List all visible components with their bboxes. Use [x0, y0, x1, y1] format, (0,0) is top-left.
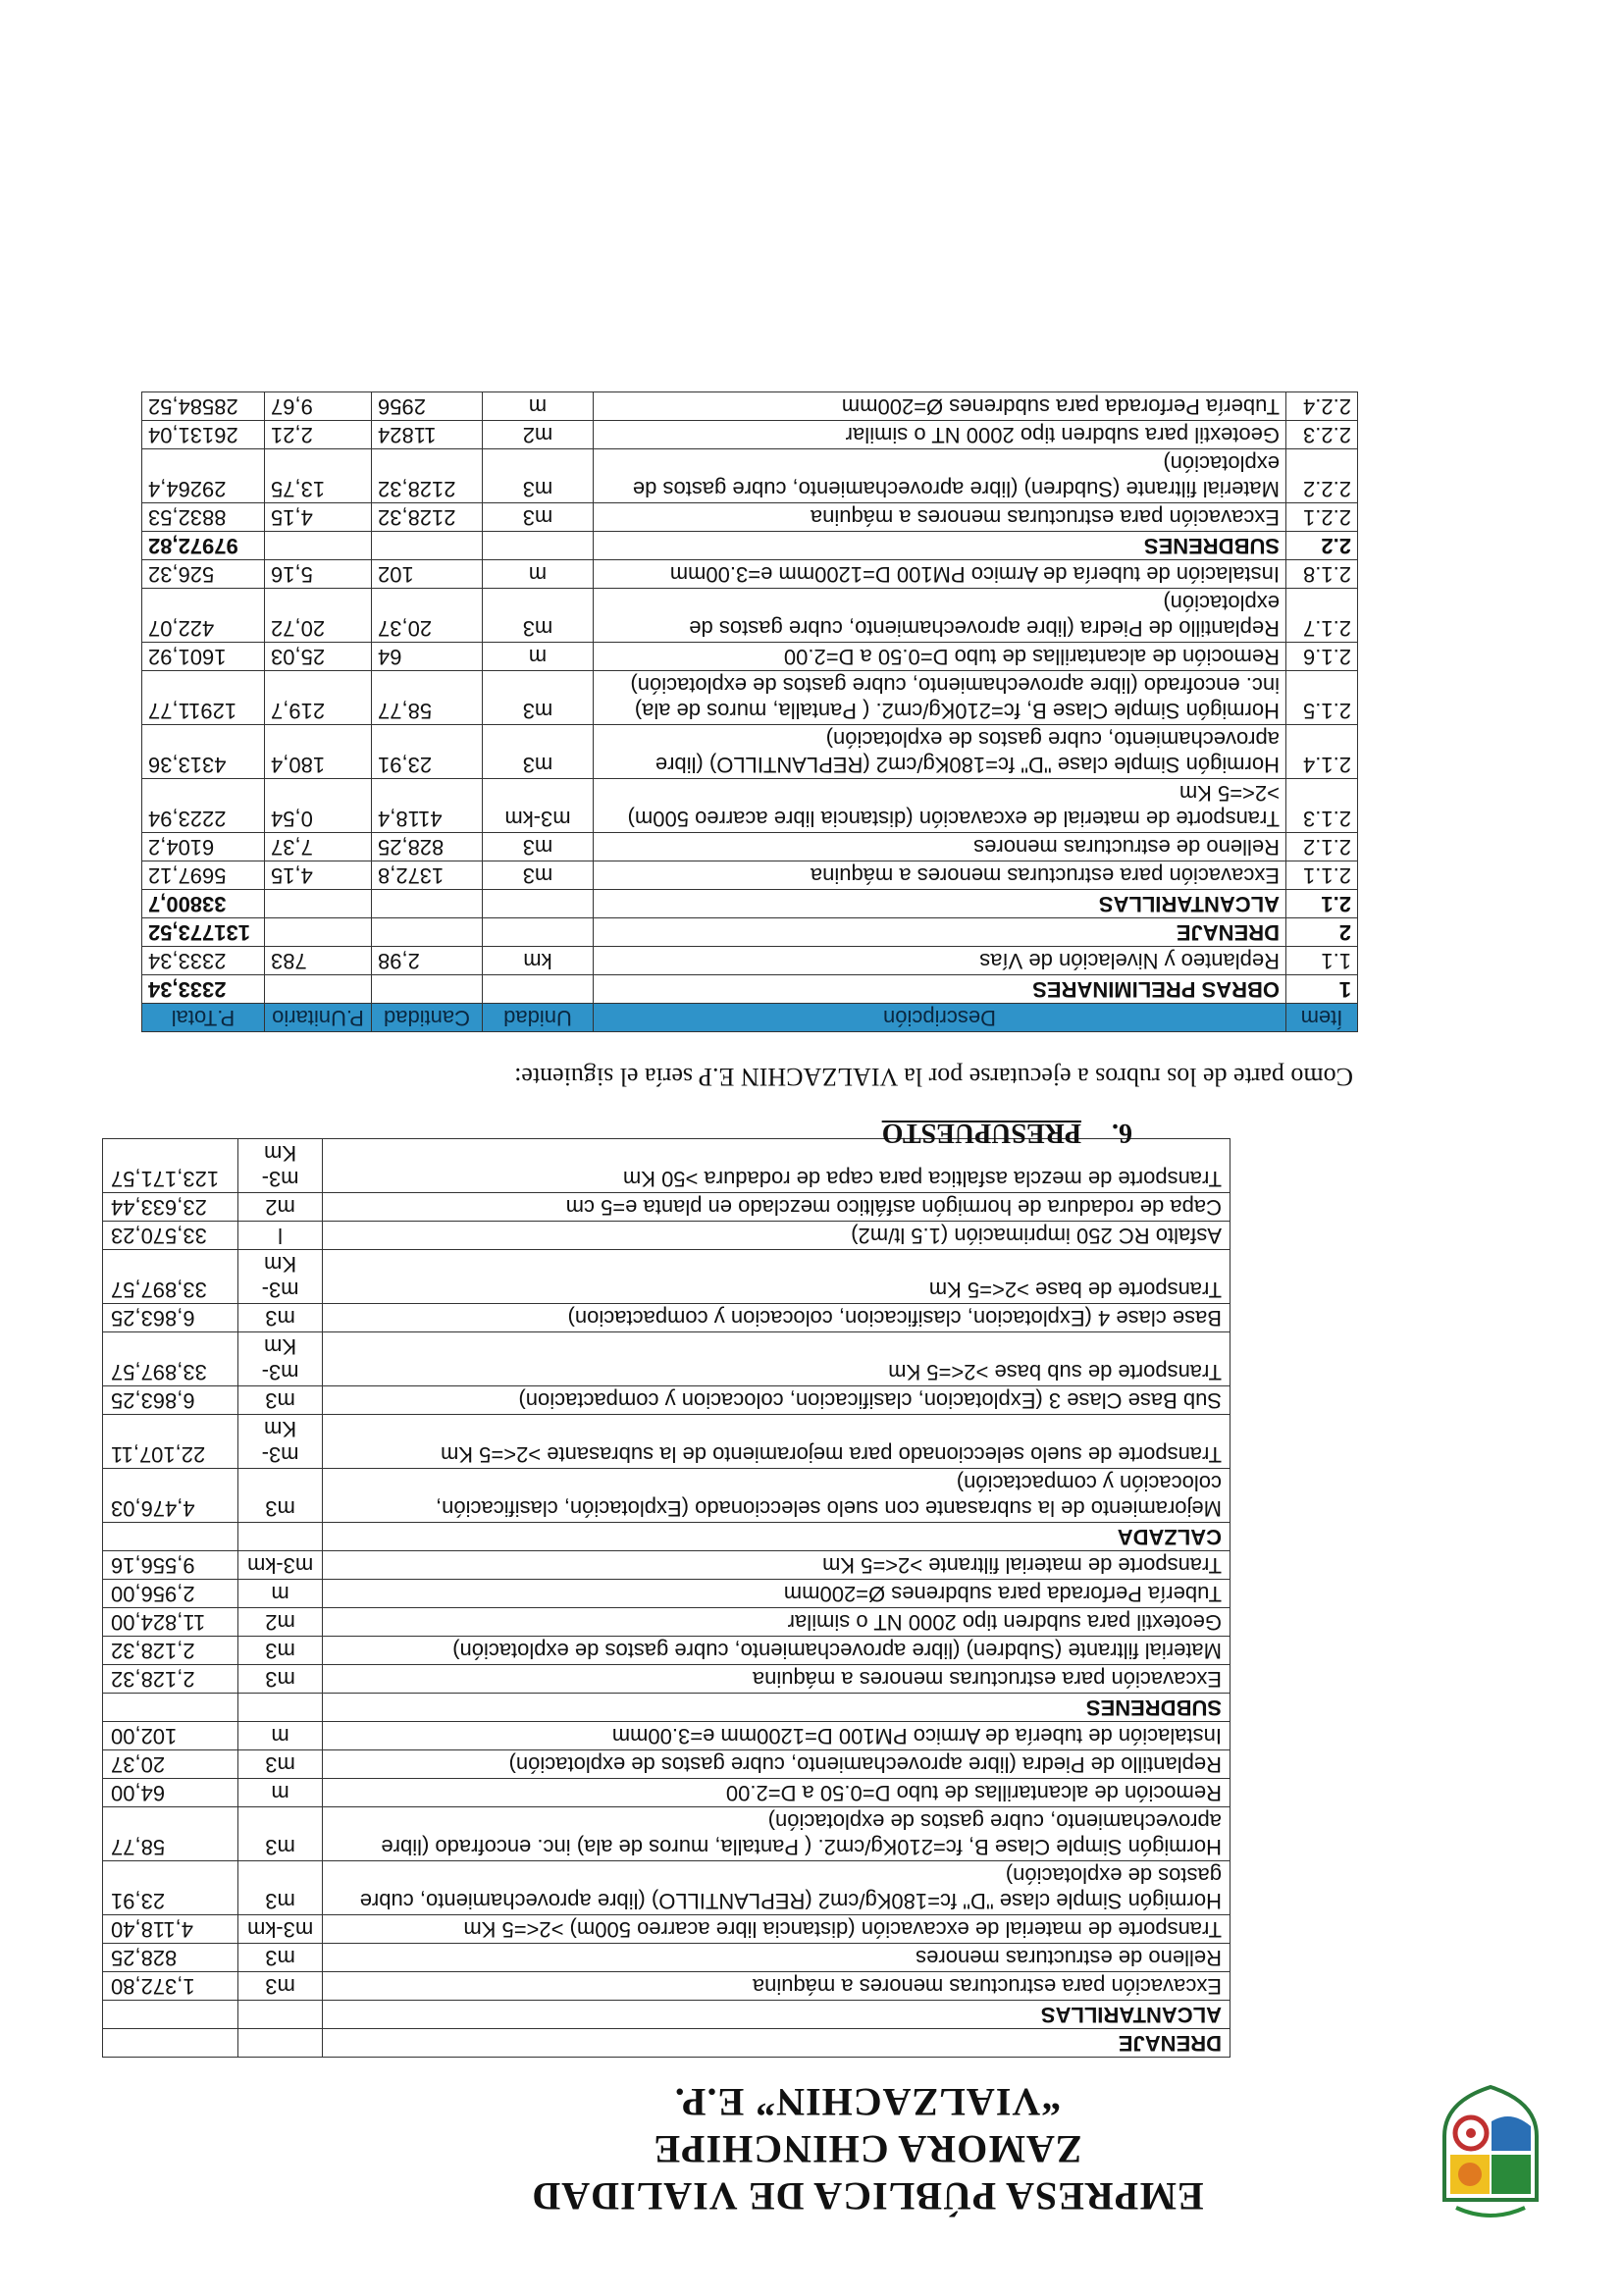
row-unit [238, 2029, 323, 2058]
row-quantity [103, 2029, 238, 2058]
table-row [103, 1665, 1230, 1694]
cell-unit-price: 2,21 [265, 421, 372, 449]
section-row [103, 1523, 1230, 1551]
cell-total-price: 422,07 [142, 589, 265, 643]
row-unit: m3 [238, 1861, 323, 1915]
budget-row [142, 779, 1358, 833]
table-row [103, 1415, 1230, 1469]
cell-total-price: 97972,82 [142, 532, 265, 560]
cell-description: Instalación de tubería de Armico PM100 D=1200mm e=3.00mm [594, 560, 1286, 589]
row-unit: m3 [238, 1750, 323, 1779]
cell-total-price: 12911,77 [142, 671, 265, 725]
row-description: Transporte de suelo seleccionado para mejoramiento de la subrasante >2<=5 Km [322, 1415, 1230, 1469]
row-unit: m3 [238, 1469, 323, 1523]
vialzachin-logo-icon [1437, 2082, 1544, 2219]
row-quantity: 58,77 [103, 1807, 238, 1861]
cell-description: OBRAS PRELIMINARES [594, 975, 1286, 1004]
row-unit: l [238, 1222, 323, 1250]
budget-row [142, 643, 1358, 671]
row-description: Transporte de sub base >2<=5 Km [322, 1332, 1230, 1386]
section-row [103, 2001, 1230, 2029]
table-row [103, 1551, 1230, 1580]
cell-item: 2.2 [1286, 532, 1358, 560]
row-quantity [103, 1694, 238, 1722]
table-row [103, 1250, 1230, 1304]
cell-description: Replantillo de Piedra (libre aprovechamiento, cubre gastos de explotación) [594, 589, 1286, 643]
row-description: CALZADA [322, 1523, 1230, 1551]
cell-item: 2.1 [1286, 890, 1358, 918]
budget-row [142, 725, 1358, 779]
row-unit: m3-Km [238, 1139, 323, 1193]
cell-quantity: 2956 [372, 392, 483, 421]
cell-unit-price: 7,37 [265, 833, 372, 861]
cell-item: 2.2.3 [1286, 421, 1358, 449]
row-description: Mejoramiento de la subrasante con suelo seleccionado (Explotación, clasificación, colocación y compactación) [322, 1469, 1230, 1523]
cell-description: Transporte de material de excavación (distancia libre acarreo 500m) >2<=5 Km [594, 779, 1286, 833]
letterhead [367, 2053, 1544, 2219]
row-quantity: 33,897,57 [103, 1332, 238, 1386]
budget-row [142, 392, 1358, 421]
cell-quantity [372, 975, 483, 1004]
cell-unit-price: 25,03 [265, 643, 372, 671]
section-number: 6. [1112, 1118, 1132, 1148]
row-quantity: 102,00 [103, 1722, 238, 1750]
section-row [103, 2029, 1230, 2058]
cell-total-price: 4313,36 [142, 725, 265, 779]
cell-description: ALCANTARILLAS [594, 890, 1286, 918]
row-description: SUBDRENES [322, 1694, 1230, 1722]
row-unit: m3 [238, 1665, 323, 1694]
cell-unit-price: 20,72 [265, 589, 372, 643]
cell-quantity: 828,25 [372, 833, 483, 861]
table-row [103, 1580, 1230, 1608]
row-description: ALCANTARILLAS [322, 2001, 1230, 2029]
row-quantity: 33,897,57 [103, 1250, 238, 1304]
budget-group-row [142, 890, 1358, 918]
row-description: Transporte de base >2<=5 Km [322, 1250, 1230, 1304]
row-quantity: 23,633,44 [103, 1193, 238, 1222]
cell-unit-price: 0,54 [265, 779, 372, 833]
cell-unit: m [483, 392, 594, 421]
cell-total-price: 29264,4 [142, 449, 265, 503]
cell-unit: m3 [483, 861, 594, 890]
cell-quantity: 11824 [372, 421, 483, 449]
cell-item: 2.2.2 [1286, 449, 1358, 503]
cell-total-price: 33800,7 [142, 890, 265, 918]
header-item: Ítem [1286, 1004, 1358, 1032]
cell-unit-price [265, 890, 372, 918]
cell-total-price: 28584,52 [142, 392, 265, 421]
row-description: Asfalto RC 250 imprimación (1.5 lt/m2) [322, 1222, 1230, 1250]
org-line-3: “VIALZACHIN” E.P. [673, 2080, 1062, 2124]
row-unit: m2 [238, 1193, 323, 1222]
row-description: Base clase 4 (Explotacion, clasificacion, colocacion y compactacion) [322, 1304, 1230, 1332]
row-quantity: 828,25 [103, 1944, 238, 1972]
cell-quantity: 64 [372, 643, 483, 671]
cell-unit [483, 532, 594, 560]
budget-row [142, 589, 1358, 643]
cell-item: 2.1.6 [1286, 643, 1358, 671]
row-quantity: 2,128,32 [103, 1637, 238, 1665]
cell-item: 2.1.4 [1286, 725, 1358, 779]
row-quantity: 4,118,40 [103, 1915, 238, 1944]
table-row [103, 1386, 1230, 1415]
cell-unit-price: 219,7 [265, 671, 372, 725]
cell-quantity [372, 918, 483, 947]
table-row [103, 1972, 1230, 2001]
cell-total-price: 2223,94 [142, 779, 265, 833]
budget-row [142, 671, 1358, 725]
table-row [103, 1807, 1230, 1861]
cell-total-price: 2333,34 [142, 947, 265, 975]
cell-unit: m2 [483, 421, 594, 449]
cell-item: 2 [1286, 918, 1358, 947]
section-title: PRESUPUESTO [881, 1118, 1081, 1148]
row-quantity: 6,863,25 [103, 1304, 238, 1332]
row-unit: m3-km [238, 1551, 323, 1580]
section-row [103, 1694, 1230, 1722]
budget-row [142, 833, 1358, 861]
cell-total-price: 2333,34 [142, 975, 265, 1004]
cell-unit: m3 [483, 671, 594, 725]
cell-total-price: 8832,53 [142, 503, 265, 532]
row-unit: m [238, 1580, 323, 1608]
row-unit: m [238, 1722, 323, 1750]
cell-unit [483, 975, 594, 1004]
cell-unit: m3 [483, 449, 594, 503]
cell-unit-price [265, 918, 372, 947]
org-line-2: ZAMORA CHINCHIPE [653, 2127, 1082, 2171]
row-quantity: 2,956,00 [103, 1580, 238, 1608]
cell-total-price: 1601,92 [142, 643, 265, 671]
row-description: Excavación para estructuras menores a máquina [322, 1972, 1230, 2001]
row-description: Hormigón Simple clase "D" fc=180Kg/cm2 (REPLANTILLO) (libre aprovechamiento, cubre gastos de explotación) [322, 1861, 1230, 1915]
table-row [103, 1750, 1230, 1779]
row-unit: m3 [238, 1972, 323, 2001]
cell-description: Hormigón Simple Clase B, fc=210Kg/cm2. ( Pantalla, muros de ala) inc. encofrado (libre aprovechamiento, cubre gastos de explotación) [594, 671, 1286, 725]
budget-row [142, 503, 1358, 532]
cell-quantity: 2128,32 [372, 503, 483, 532]
cell-item: 2.1.3 [1286, 779, 1358, 833]
table-row [103, 1193, 1230, 1222]
cell-description: Geotextil para subdren tipo 2000 NT o similar [594, 421, 1286, 449]
row-unit: m3 [238, 1807, 323, 1861]
cell-unit: km [483, 947, 594, 975]
header-unit-price: P.Unitario [265, 1004, 372, 1032]
cell-item: 1 [1286, 975, 1358, 1004]
row-description: Sub Base Clase 3 (Explotacion, clasificacion, colocacion y compactacion) [322, 1386, 1230, 1415]
row-description: Instalación de tubería de Armico PM100 D=1200mm e=3.00mm [322, 1722, 1230, 1750]
quantities-table [102, 1138, 1230, 2058]
cell-total-price: 26131,04 [142, 421, 265, 449]
cell-description: DRENAJE [594, 918, 1286, 947]
table-row [103, 1469, 1230, 1523]
cell-unit: m [483, 643, 594, 671]
row-quantity: 2,128,32 [103, 1665, 238, 1694]
row-quantity: 33,570,23 [103, 1222, 238, 1250]
row-description: Excavación para estructuras menores a máquina [322, 1665, 1230, 1694]
cell-quantity: 2128,32 [372, 449, 483, 503]
cell-item: 2.1.7 [1286, 589, 1358, 643]
cell-unit: m3 [483, 589, 594, 643]
row-description: Transporte de material filtrante >2<=5 Km [322, 1551, 1230, 1580]
row-description: DRENAJE [322, 2029, 1230, 2058]
cell-description: Excavación para estructuras menores a máquina [594, 503, 1286, 532]
row-quantity: 123,171,57 [103, 1139, 238, 1193]
table-row [103, 1779, 1230, 1807]
budget-row [142, 947, 1358, 975]
row-description: Capa de rodadura de hormigón asfáltico mezclado en planta e=5 cm [322, 1193, 1230, 1222]
cell-description: Tubería Perforada para subdrenes Ø=200mm [594, 392, 1286, 421]
row-unit [238, 2001, 323, 2029]
cell-description: Hormigón Simple clase "D" fc=180Kg/cm2 (REPLANTILLO) (libre aprovechamiento, cubre gastos de explotación) [594, 725, 1286, 779]
table-row [103, 1222, 1230, 1250]
cell-description: Excavación para estructuras menores a máquina [594, 861, 1286, 890]
cell-item: 1.1 [1286, 947, 1358, 975]
row-unit: m3 [238, 1304, 323, 1332]
row-description: Relleno de estructuras menores [322, 1944, 1230, 1972]
cell-quantity: 4118,4 [372, 779, 483, 833]
cell-unit-price: 4,15 [265, 861, 372, 890]
row-description: Transporte de mezcla asfaltica para capa de rodadura >50 Km [322, 1139, 1230, 1193]
row-quantity: 9,556,16 [103, 1551, 238, 1580]
cell-item: 2.1.5 [1286, 671, 1358, 725]
budget-row [142, 861, 1358, 890]
cell-item: 2.1.1 [1286, 861, 1358, 890]
cell-unit-price: 9,67 [265, 392, 372, 421]
cell-total-price: 5697,12 [142, 861, 265, 890]
budget-group-row [142, 918, 1358, 947]
table-row [103, 1637, 1230, 1665]
row-quantity [103, 1523, 238, 1551]
budget-row [142, 560, 1358, 589]
cell-unit: m3 [483, 725, 594, 779]
row-quantity: 11,824,00 [103, 1608, 238, 1637]
cell-description: Remoción de alcantarillas de tubo D=0.50 a D=2.00 [594, 643, 1286, 671]
cell-total-price: 526,32 [142, 560, 265, 589]
cell-unit-price: 5,16 [265, 560, 372, 589]
cell-unit: m [483, 560, 594, 589]
table-row [103, 1722, 1230, 1750]
row-description: Transporte de material de excavación (distancia libre acarreo 500m) >2<=5 Km [322, 1915, 1230, 1944]
cell-unit: m3-km [483, 779, 594, 833]
budget-header-row [142, 1004, 1358, 1032]
table-row [103, 1304, 1230, 1332]
organization-name [485, 2078, 1250, 2219]
header-description: Descripción [594, 1004, 1286, 1032]
row-unit: m3-Km [238, 1332, 323, 1386]
row-description: Geotextil para subdren tipo 2000 NT o similar [322, 1608, 1230, 1637]
cell-quantity: 2,98 [372, 947, 483, 975]
budget-group-row [142, 532, 1358, 560]
cell-unit [483, 890, 594, 918]
header-quantity: Cantidad [372, 1004, 483, 1032]
cell-quantity [372, 890, 483, 918]
cell-description: Relleno de estructuras menores [594, 833, 1286, 861]
cell-unit [483, 918, 594, 947]
header-unit: Unidad [483, 1004, 594, 1032]
cell-unit-price [265, 975, 372, 1004]
row-description: Material filtrante (Subdren) (libre aprovechamiento, cubre gastos de explotación) [322, 1637, 1230, 1665]
cell-description: Material filtrante (Subdren) (libre aprovechamiento, cubre gastos de explotación) [594, 449, 1286, 503]
cell-unit-price: 4,15 [265, 503, 372, 532]
table-row [103, 1915, 1230, 1944]
row-description: Replantillo de Piedra (libre aprovechamiento, cubre gastos de explotación) [322, 1750, 1230, 1779]
cell-quantity: 58,77 [372, 671, 483, 725]
cell-quantity: 1372,8 [372, 861, 483, 890]
cell-quantity: 102 [372, 560, 483, 589]
cell-item: 2.2.1 [1286, 503, 1358, 532]
cell-quantity: 20,37 [372, 589, 483, 643]
cell-unit-price [265, 532, 372, 560]
cell-unit-price: 13,75 [265, 449, 372, 503]
row-unit: m3-Km [238, 1250, 323, 1304]
section-intro: Como parte de los rubros a ejecutarse por la VIALZACHIN E.P sería el siguiente: [514, 1063, 1353, 1091]
row-description: Remoción de alcantarillas de tubo D=0.50 a D=2.00 [322, 1779, 1230, 1807]
budget-row [142, 421, 1358, 449]
cell-unit-price: 180,4 [265, 725, 372, 779]
row-description: Tubería Perforada para subdrenes Ø=200mm [322, 1580, 1230, 1608]
row-quantity: 4,476,03 [103, 1469, 238, 1523]
budget-group-row [142, 975, 1358, 1004]
row-quantity: 22,107,11 [103, 1415, 238, 1469]
cell-item: 2.2.4 [1286, 392, 1358, 421]
cell-quantity [372, 532, 483, 560]
header-total-price: P.Total [142, 1004, 265, 1032]
cell-unit: m3 [483, 833, 594, 861]
row-quantity: 64,00 [103, 1779, 238, 1807]
cell-unit-price: 783 [265, 947, 372, 975]
row-quantity: 6,863,25 [103, 1386, 238, 1415]
cell-quantity: 23,91 [372, 725, 483, 779]
cell-description: Replanteo y Nivelación de Vías [594, 947, 1286, 975]
org-line-1: EMPRESA PÚBLICA DE VIALIDAD [531, 2174, 1204, 2218]
cell-item: 2.1.2 [1286, 833, 1358, 861]
table-row [103, 1332, 1230, 1386]
row-unit: m3 [238, 1386, 323, 1415]
row-quantity [103, 2001, 238, 2029]
row-unit: m3 [238, 1637, 323, 1665]
budget-row [142, 449, 1358, 503]
row-unit: m3 [238, 1944, 323, 1972]
cell-unit: m3 [483, 503, 594, 532]
row-quantity: 20,37 [103, 1750, 238, 1779]
row-description: Hormigón Simple Clase B, fc=210Kg/cm2. ( Pantalla, muros de ala) inc. encofrado (libre aprovechamiento, cubre gastos de explotación) [322, 1807, 1230, 1861]
table-row [103, 1608, 1230, 1637]
row-quantity: 23,91 [103, 1861, 238, 1915]
cell-item: 2.1.8 [1286, 560, 1358, 589]
cell-total-price: 131773,52 [142, 918, 265, 947]
row-unit: m2 [238, 1608, 323, 1637]
cell-description: SUBDRENES [594, 532, 1286, 560]
row-unit: m3-Km [238, 1415, 323, 1469]
section-heading [882, 1117, 1132, 1148]
row-unit: m [238, 1779, 323, 1807]
table-row [103, 1944, 1230, 1972]
row-unit [238, 1694, 323, 1722]
row-unit: m3-km [238, 1915, 323, 1944]
row-unit [238, 1523, 323, 1551]
budget-table [141, 391, 1358, 1032]
table-row [103, 1861, 1230, 1915]
cell-total-price: 6104,2 [142, 833, 265, 861]
row-quantity: 1,372,80 [103, 1972, 238, 2001]
